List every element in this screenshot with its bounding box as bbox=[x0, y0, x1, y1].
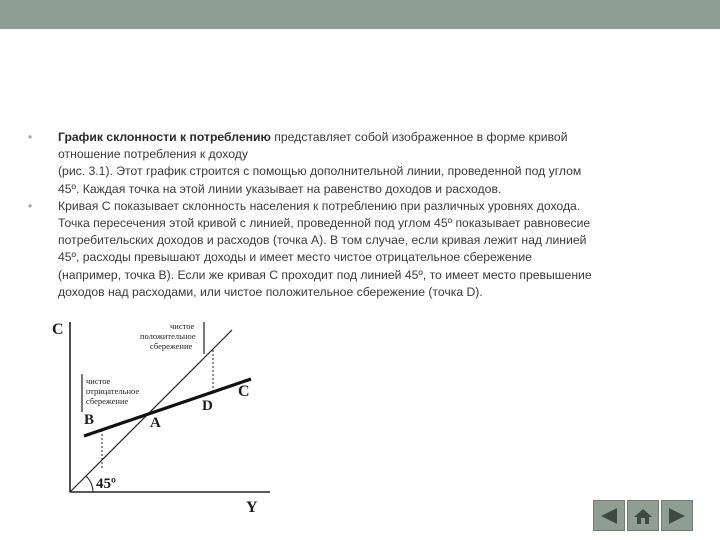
home-icon bbox=[632, 506, 654, 526]
negative-saving-label-1: чистое bbox=[86, 376, 111, 386]
x-axis-label: Y bbox=[246, 499, 258, 516]
negative-saving-label-3: сбережение bbox=[86, 396, 129, 406]
negative-saving-label-2: отрицательное bbox=[86, 386, 140, 396]
y-axis-label: C bbox=[52, 321, 64, 338]
slide-navigation bbox=[593, 500, 694, 533]
curve-label: C bbox=[238, 383, 250, 400]
next-slide-button[interactable] bbox=[661, 500, 693, 531]
positive-saving-label-3: сбережение bbox=[150, 341, 193, 351]
bullet-1-line-3: (рис. 3.1). Этот график строится с помощью дополнительной линии, проведенной под углом bbox=[58, 164, 582, 179]
bullet-item-2 bbox=[28, 198, 678, 301]
bullet-2-line-6: доходов над расходами, или чистое положительное сбережение (точка D). bbox=[58, 284, 483, 299]
bullet-2-line-3: потребительских доходов и расходов (точка А). В том случае, если кривая лежит над линией bbox=[58, 233, 587, 248]
triangle-right-icon bbox=[666, 506, 688, 526]
bullet-1-text: представляет собой изображенное в форме кривой bbox=[270, 130, 568, 144]
positive-saving-label-2: положительное bbox=[140, 331, 196, 341]
bullet-dot-icon: • bbox=[28, 198, 33, 213]
consumption-diagram bbox=[46, 312, 286, 527]
angle-arc bbox=[86, 476, 93, 492]
bullet-2-line-5: (например, точка B). Если же кривая C проходит под линией 45º, то имеет место превышение bbox=[58, 267, 592, 282]
previous-slide-button[interactable] bbox=[593, 500, 625, 531]
bullet-2-line-1: Кривая C показывает склонность населения к потреблению при различных уровнях дохода. bbox=[58, 198, 581, 213]
top-bar bbox=[0, 0, 720, 29]
consumption-figure bbox=[46, 312, 286, 527]
angle-label: 45º bbox=[96, 476, 116, 492]
triangle-left-icon bbox=[598, 506, 620, 526]
bullet-1-bold-term: График склонности к потреблению bbox=[58, 130, 271, 144]
bullet-item-1 bbox=[28, 129, 678, 198]
bullet-1-line-2: отношение потребления к доходу bbox=[58, 147, 248, 162]
slide-content bbox=[28, 129, 678, 301]
point-a-label: A bbox=[150, 415, 161, 431]
positive-saving-label-1: чистое bbox=[170, 321, 195, 331]
bullet-dot-icon: • bbox=[28, 130, 33, 144]
point-d-label: D bbox=[202, 398, 213, 414]
bullet-1-line-1 bbox=[58, 129, 678, 146]
point-b-label: B bbox=[84, 412, 95, 428]
bullet-2-line-4: 45º, расходы превышают доходы и имеет место чистое отрицательное сбережение bbox=[58, 250, 532, 265]
home-slide-button[interactable] bbox=[627, 500, 659, 531]
bullet-2-line-2: Точка пересечения этой кривой с линией, проведенной под углом 45º показывает равновесие bbox=[58, 216, 591, 231]
bullet-1-line-4: 45º. Каждая точка на этой линии указывает на равенство доходов и расходов. bbox=[58, 181, 502, 196]
